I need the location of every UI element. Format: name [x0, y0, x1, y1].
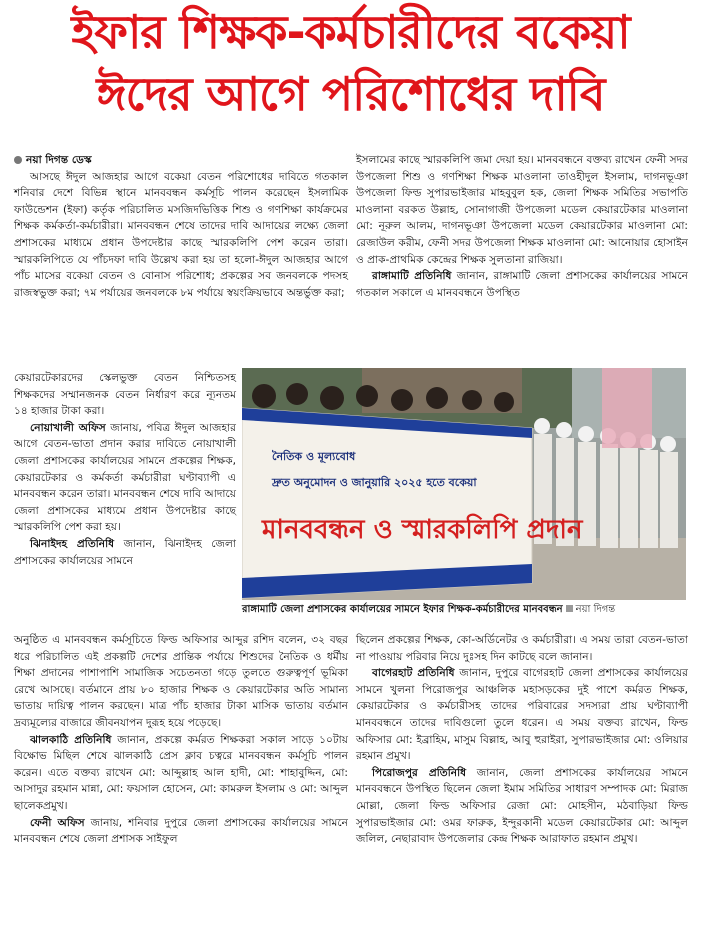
news-photo: [242, 368, 686, 600]
caption-square-icon: [566, 605, 573, 612]
banner-mid-text: দ্রুত অনুমোদন ও জানুয়ারি ২০২৫ হতে বকেয়া: [272, 476, 477, 489]
banner-top-text: নৈতিক ও মূল্যবোধ: [272, 450, 356, 463]
bagerhat-label: বাগেরহাট প্রতিনিধি: [372, 667, 455, 680]
caption-text: রাঙ্গামাটি জেলা প্রশাসকের কার্যালয়ের সামনে ইফার শিক্ষক-কর্মচারীদের মানববন্ধন: [242, 604, 563, 615]
rangamati-paragraph-cont: ছিলেন প্রকল্পের শিক্ষক, কো-অর্ডিনেটর ও কর্মচারীরা। এ সময় তারা বেতন-ভাতা না পাওয়ায় পরিবার নিয়ে দুঃসহ দিন কাটছে বলে জানান।: [356, 634, 688, 663]
pirojpur-label: পিরোজপুর প্রতিনিধি: [372, 766, 467, 779]
photo-illustration: [242, 368, 686, 600]
feni-paragraph-cont: ইসলামের কাছে স্মারকলিপি জমা দেয়া হয়। মানববন্ধনে বক্তব্য রাখেন ফেনী সদর উপজেলা শিশু ও গণশিক্ষা শিক্ষক মাওলানা তাওহীদুল ইসলাম, দাগনভূঞা উপজেলা ফিল্ড সুপারভাইজার মাহবুবুল হক, জেলা শিক্ষক সমিতির সভাপতি মাওলানা বরকত উল্লাহ, সোনাগাজী উপজেলা মডেল কেয়ারটেকার মাওলানা মো: নূরুল আলম, দাগনভূঞা উপজেলা মডেল কেয়ারটেকার মাওলানা মো: রেজাউল করীম, ফেনী সদর উপজেলা শিক্ষক মাওলানা মো: আনোয়ার হোসাইন ও প্রাক-প্রাথমিক কেন্দ্রের শিক্ষক সুলতানা রাজিয়া।: [356, 154, 688, 266]
photo-caption: [242, 603, 688, 617]
bullet-icon: [14, 156, 22, 164]
rangamati-text: জানান, রাঙ্গামাটি জেলা প্রশাসকের কার্যালয়ের সামনে গতকাল সকালে এ মানববন্ধনে উপস্থিত: [356, 270, 688, 299]
feni-text: জানায়, শনিবার দুপুরে জেলা প্রশাসকের কার্যালয়ের সামনে মানববন্ধন শেষে জেলা প্রশাসক সাইফুল: [14, 816, 349, 846]
headline-line-2: ঈদের আগে পরিশোধের দাবি: [96, 67, 605, 121]
banner-main-text: মানববন্ধন ও স্মারকলিপি প্রদান: [262, 515, 583, 545]
column-right-top: [356, 152, 688, 301]
feni-label: ফেনী অফিস: [30, 816, 85, 829]
pirojpur-text: জানান, জেলা প্রশাসকের কার্যালয়ের সামনে মানববন্ধনে উপস্থিত ছিলেন জেলা ইমাম সমিতির সাধারণ সম্পাদক মো: মিরাজ মোল্লা, জেলা ফিল্ড অফিসার রেজা মো: মোহসীন, মঠবাড়িয়া ফিল্ড সুপারভাইজার মো: ওমর ফারুক, ইন্দুরকানী মডেল কেয়ারটেকার মো: আব্দুল জলিল, নেছারাবাদ উপজেলার কেন্দ্র শিক্ষক আরাফাত রহমান প্রমুখ।: [356, 766, 688, 846]
caption-credit: নয়া দিগন্ত: [575, 604, 616, 615]
byline: নয়া দিগন্ত ডেস্ক: [26, 154, 92, 166]
jhenaidah-text: জানান, ঝিনাইদহ জেলা প্রশাসকের কার্যালয়ের সামনে: [14, 537, 236, 567]
jhenaidah-paragraph-cont: অনুষ্ঠিত এ মানববন্ধন কর্মসূচিতে ফিল্ড অফিসার আব্দুর রশিদ বলেন, ৩২ বছর ধরে পরিচালিত এই প্রকল্পটি দেশের প্রান্তিক পর্যায়ে শিশুদের নৈতিক ও ধর্মীয় শিক্ষা প্রদানের পাশাপাশি সামাজিক সচেতনতা গড়ে তুলতে গুরুত্বপূর্ণ ভূমিকা রেখে আসছে। বর্তমানে প্রায় ৮০ হাজার শিক্ষক ও কেয়ারটেকার অতি সামান্য ভাতায় দায়িত্ব পালন করছেন। মাত্র পাঁচ হাজার টাকা মাসিক ভাতায় বর্তমান দ্রব্যমূল্যের বাজারে জীবনযাপন দুরূহ হয়ে পড়েছে।: [14, 634, 348, 729]
bagerhat-text: জানান, দুপুরে বাগেরহাট জেলা প্রশাসকের কার্যালয়ের সামনে খুলনা পিরোজপুর আঞ্চলিক মহাসড়কের দুই পাশে কর্মরত শিক্ষক, কেয়ারটেকার ও কর্মচারীসহ তাদের পরিবারের সদস্যরা প্রায় ঘণ্টাব্যাপী মানববন্ধনে তাদের দাবিগুলো তুলে ধরেন। এ সময় বক্তব্য রাখেন, ফিল্ড অফিসার মো: ইব্রাহিম, মাসুম বিল্লাহ, আবু হুরাইরা, সুপারভাইজার মো: ওলিয়ার রহমান প্রমুখ।: [356, 667, 688, 763]
intro-paragraph-cont: কেয়ারটেকারদের স্কেলভুক্ত বেতন নিশ্চিতসহ শিক্ষকদের সম্মানজনক বেতন নির্ধারণ করে ন্যূনতম ১৪ হাজার টাকা করা।: [14, 372, 236, 418]
headline-line-1: ইফার শিক্ষক-কর্মচারীদের বকেয়া: [71, 5, 630, 59]
noakhali-label: নোয়াখালী অফিস: [30, 421, 106, 434]
column-right-bottom: [356, 632, 688, 848]
column-left-narrow: [14, 370, 236, 569]
jhalokathi-text: জানান, প্রকল্পে কর্মরত শিক্ষকরা সকাল সাড়ে ১০টায় বিক্ষোভ মিছিল শেষে ঝালকাঠি প্রেস ক্লাব চত্বরে মানববন্ধন কর্মসূচি পালন করেন। এতে বক্তব্য রাখেন মো: আব্দুল্লাহ আল হাদী, মো: শাহাবুদ্দিন, মো: আসাদুর রহমান মান্না, মো: ফয়সাল হোসেন, মো: কামরুল ইসলাম ও মো: আব্দুল ছালেকপ্রমুখ।: [14, 733, 348, 812]
column-left-bottom: [14, 632, 348, 848]
noakhali-text: জানায়, পবিত্র ঈদুল আজহার আগে বেতন-ভাতা প্রদান করার দাবিতে নোয়াখালী জেলা প্রশাসকের কার্যালয়ের সামনে প্রকল্পের শিক্ষক, কেয়ারটেকার ও কর্মকর্তা কর্মচারীরা ঘণ্টাব্যাপী এ মানববন্ধন করেন তারা। মানববন্ধন শেষে দাবি আদায়ে জেলা প্রশাসকের মাধ্যমে প্রধান উপদেষ্টার কাছে স্মারকলিপি পেশ করা হয়।: [14, 421, 237, 534]
column-left-top: [14, 152, 348, 301]
jhenaidah-label: ঝিনাইদহ প্রতিনিধি: [30, 537, 115, 550]
intro-paragraph: আসছে ঈদুল আজহার আগে বকেয়া বেতন পরিশোধের দাবিতে গতকাল শনিবার দেশে বিভিন্ন স্থানে মানববন্ধন কর্মসূচি পালন করেছেন ইসলামিক ফাউন্ডেশন (ইফা) কর্তৃক পরিচালিত মসজিদভিত্তিক শিশু ও গণশিক্ষা কার্যক্রমের শিক্ষক কর্মকর্তা-কর্মচারীরা। মানববন্ধন শেষে তাদের দাবি আদায়ের লক্ষ্যে জেলা প্রশাসকের মাধ্যমে প্রধান উপদেষ্টার কাছে স্মারকলিপি পেশ করেন তারা। স্মারকলিপিতে যে পাঁচদফা দাবি উল্লেখ করা হয় তা হলো-ঈদুল আজহার আগে পাঁচ মাসের বকেয়া বেতন ও বোনাস পরিশোধ; প্রকল্পের সব জনবলকে পদসহ রাজস্বভুক্ত করা; ৭ম পর্যায়ের জনবলকে ৮ম পর্যায়ে স্বয়ংক্রিয়ভাবে অন্তর্ভুক্ত করা;: [14, 170, 348, 299]
rangamati-label: রাঙ্গামাটি প্রতিনিধি: [372, 270, 452, 283]
jhalokathi-label: ঝালকাঠি প্রতিনিধি: [30, 733, 112, 746]
